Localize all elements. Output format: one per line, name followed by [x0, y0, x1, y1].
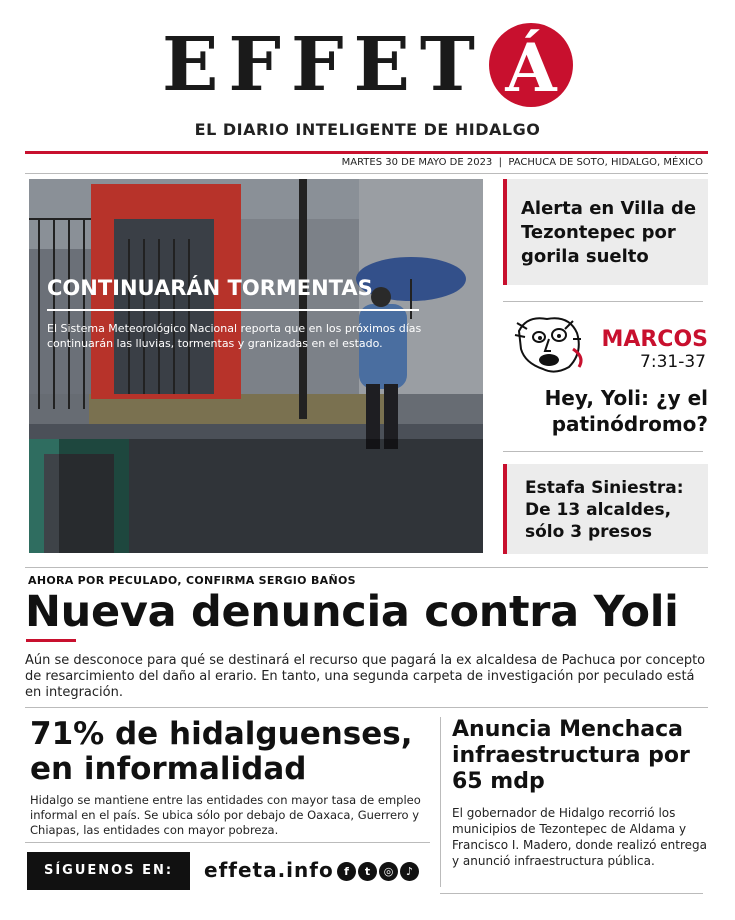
hero-headline[interactable]: CONTINUARÁN TORMENTAS [47, 276, 373, 300]
main-headline[interactable]: Nueva denuncia contra Yoli [25, 587, 679, 637]
instagram-icon[interactable]: ◎ [379, 862, 398, 881]
column-name: MARCOS [601, 327, 708, 352]
sidebar-story-estafa[interactable] [503, 464, 708, 554]
main-story-rule [25, 567, 708, 568]
sidebar-story-estafa-title: Estafa Siniestra: De 13 alcaldes, sólo 3 presos [525, 478, 684, 542]
lower-section-rule [25, 707, 708, 708]
hero-photo[interactable] [29, 179, 483, 553]
sidebar-rule-1 [503, 301, 703, 302]
tiktok-icon[interactable]: ♪ [400, 862, 419, 881]
footer-right-rule [440, 893, 703, 894]
footer-rule [25, 842, 430, 843]
column-verse: 7:31-37 [640, 352, 706, 372]
sidebar-rule-2 [503, 451, 703, 452]
hero-divider [47, 309, 419, 311]
logo-accent-circle: Á [489, 23, 573, 107]
column-divider [440, 717, 441, 887]
sidebar-story-gorila-title: Alerta en Villa de Tezontepec por gorila suelto [521, 198, 697, 267]
logo-text: EFFET [162, 22, 485, 108]
headline-accent-rule [26, 639, 76, 642]
newspaper-logo [0, 22, 735, 113]
twitter-icon[interactable]: t [358, 862, 377, 881]
dateline-rule [25, 173, 708, 174]
masthead-red-rule [25, 151, 708, 154]
tagline: EL DIARIO INTELIGENTE DE HIDALGO [194, 120, 541, 139]
marcos-headline[interactable]: Hey, Yoli: ¿y el patinódromo? [544, 386, 708, 436]
main-story-kicker: AHORA POR PECULADO, CONFIRMA SERGIO BAÑOS [28, 574, 356, 587]
informality-summary: Hidalgo se mantiene entre las entidades con mayor tasa de empleo informal en el país. Se ubica sólo por debajo de Oaxaca, Guerrero y Chiapas, las entidades con mayor pobreza. [30, 793, 421, 837]
follow-us-label: SÍGUENOS EN: [27, 852, 190, 890]
main-story-lede: Aún se desconoce para qué se destinará el recurso que pagará la ex alcaldesa de Pachuca por concepto de resarcimiento del daño al erario. En tanto, una segunda carpeta de investigación por peculado está en integración. [25, 653, 706, 700]
social-icons [337, 860, 421, 881]
informality-headline[interactable]: 71% de hidalguenses, en informalidad [30, 716, 413, 787]
infrastructure-headline[interactable]: Anuncia Menchaca infraestructura por 65 mdp [452, 717, 690, 794]
hero-summary: El Sistema Meteorológico Nacional reporta que en los próximos días continuarán las lluvias, tormentas y granizadas en el estado. [47, 322, 422, 350]
infrastructure-summary: El gobernador de Hidalgo recorrió los municipios de Tezontepec de Aldama y Francisco I. Madero, donde realizó entrega y anunció infraestructura pública. [452, 806, 707, 868]
website-link[interactable]: effeta.info [204, 858, 334, 882]
marcos-caricature-icon [513, 313, 585, 379]
rain-scene-illustration [29, 179, 483, 553]
sidebar-story-gorila[interactable] [503, 179, 708, 285]
dateline: MARTES 30 DE MAYO DE 2023 | PACHUCA DE SOTO, HIDALGO, MÉXICO [341, 157, 703, 168]
facebook-icon[interactable]: f [337, 862, 356, 881]
